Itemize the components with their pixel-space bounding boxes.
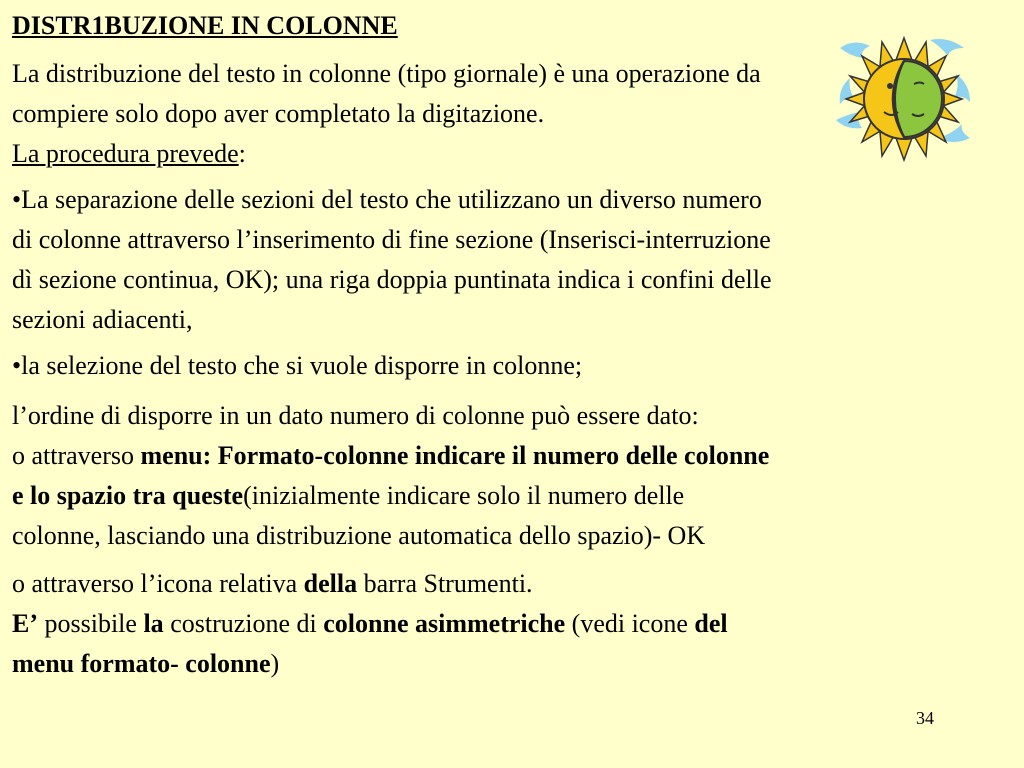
bullet-item-text-selection [12, 346, 1012, 386]
bullet1-line-4: sezioni adiacenti, [12, 305, 193, 334]
bullet2-line-1: •la selezione del testo che si vuole disporre in colonne; [12, 351, 583, 380]
slide-title: DISTR1BUZIONE IN COLONNE [12, 11, 398, 40]
order-line-3-rest: (inizialmente indicare solo il numero delle [243, 481, 685, 510]
bullet1-line-2: di colonne attraverso l’inserimento di fine sezione (Inserisci-interruzione [12, 225, 771, 254]
alt-line-2-bold-2: la [143, 609, 164, 638]
alt-line-1 [12, 564, 1012, 604]
alt-line-2-text-1: possibile [38, 609, 144, 638]
asymmetric-columns-text: colonne asimmetriche [323, 609, 566, 638]
order-line-1: l’ordine di disporre in un dato numero di colonne può essere dato: [12, 401, 699, 430]
alt-line-1-prefix: o attraverso l’icona relativa [12, 569, 304, 598]
alt-line-2 [12, 604, 1012, 644]
bullet-item-section-separation [12, 180, 1012, 340]
order-line-2 [12, 436, 1012, 476]
order-line-2-prefix: o attraverso [12, 441, 141, 470]
bullet1-line-3: dì sezione continua, OK); una riga doppia puntinata indica i confini delle [12, 265, 772, 294]
alt-line-3 [12, 644, 1012, 684]
order-line-4: colonne, lasciando una distribuzione automatica dello spazio)- OK [12, 521, 706, 550]
menu-format-columns-text: menu: Formato-colonne indicare il numero delle colonne [140, 441, 770, 470]
alt-line-2-text-2: costruzione di [163, 609, 324, 638]
intro-line-1: La distribuzione del testo in colonne (tipo giornale) è una operazione da [12, 59, 761, 88]
intro-line-2: compiere solo dopo aver completato la digitazione. [12, 99, 545, 128]
procedure-colon: : [238, 139, 246, 168]
page-number: 34 [916, 708, 934, 728]
alt-line-1-bold: della [303, 569, 358, 598]
alt-line-3-rest: ) [270, 649, 280, 678]
order-paragraph [12, 396, 1012, 556]
bullet1-line-1: •La separazione delle sezioni del testo che utilizzano un diverso numero [12, 185, 762, 214]
alt-line-1-rest: barra Strumenti. [357, 569, 533, 598]
procedure-line [12, 134, 1012, 174]
order-line-3 [12, 476, 1012, 516]
alt-line-2-bold-4: del [694, 609, 728, 638]
alternative-paragraph [12, 564, 1012, 684]
intro-paragraph [12, 54, 1012, 174]
alt-line-2-text-3: (vedi icone [565, 609, 695, 638]
spacing-text: e lo spazio tra queste [12, 481, 244, 510]
alt-line-2-bold-1: E’ [12, 609, 38, 638]
procedure-label: La procedura prevede [12, 139, 239, 168]
menu-format-columns-bold: menu formato- colonne [12, 649, 271, 678]
